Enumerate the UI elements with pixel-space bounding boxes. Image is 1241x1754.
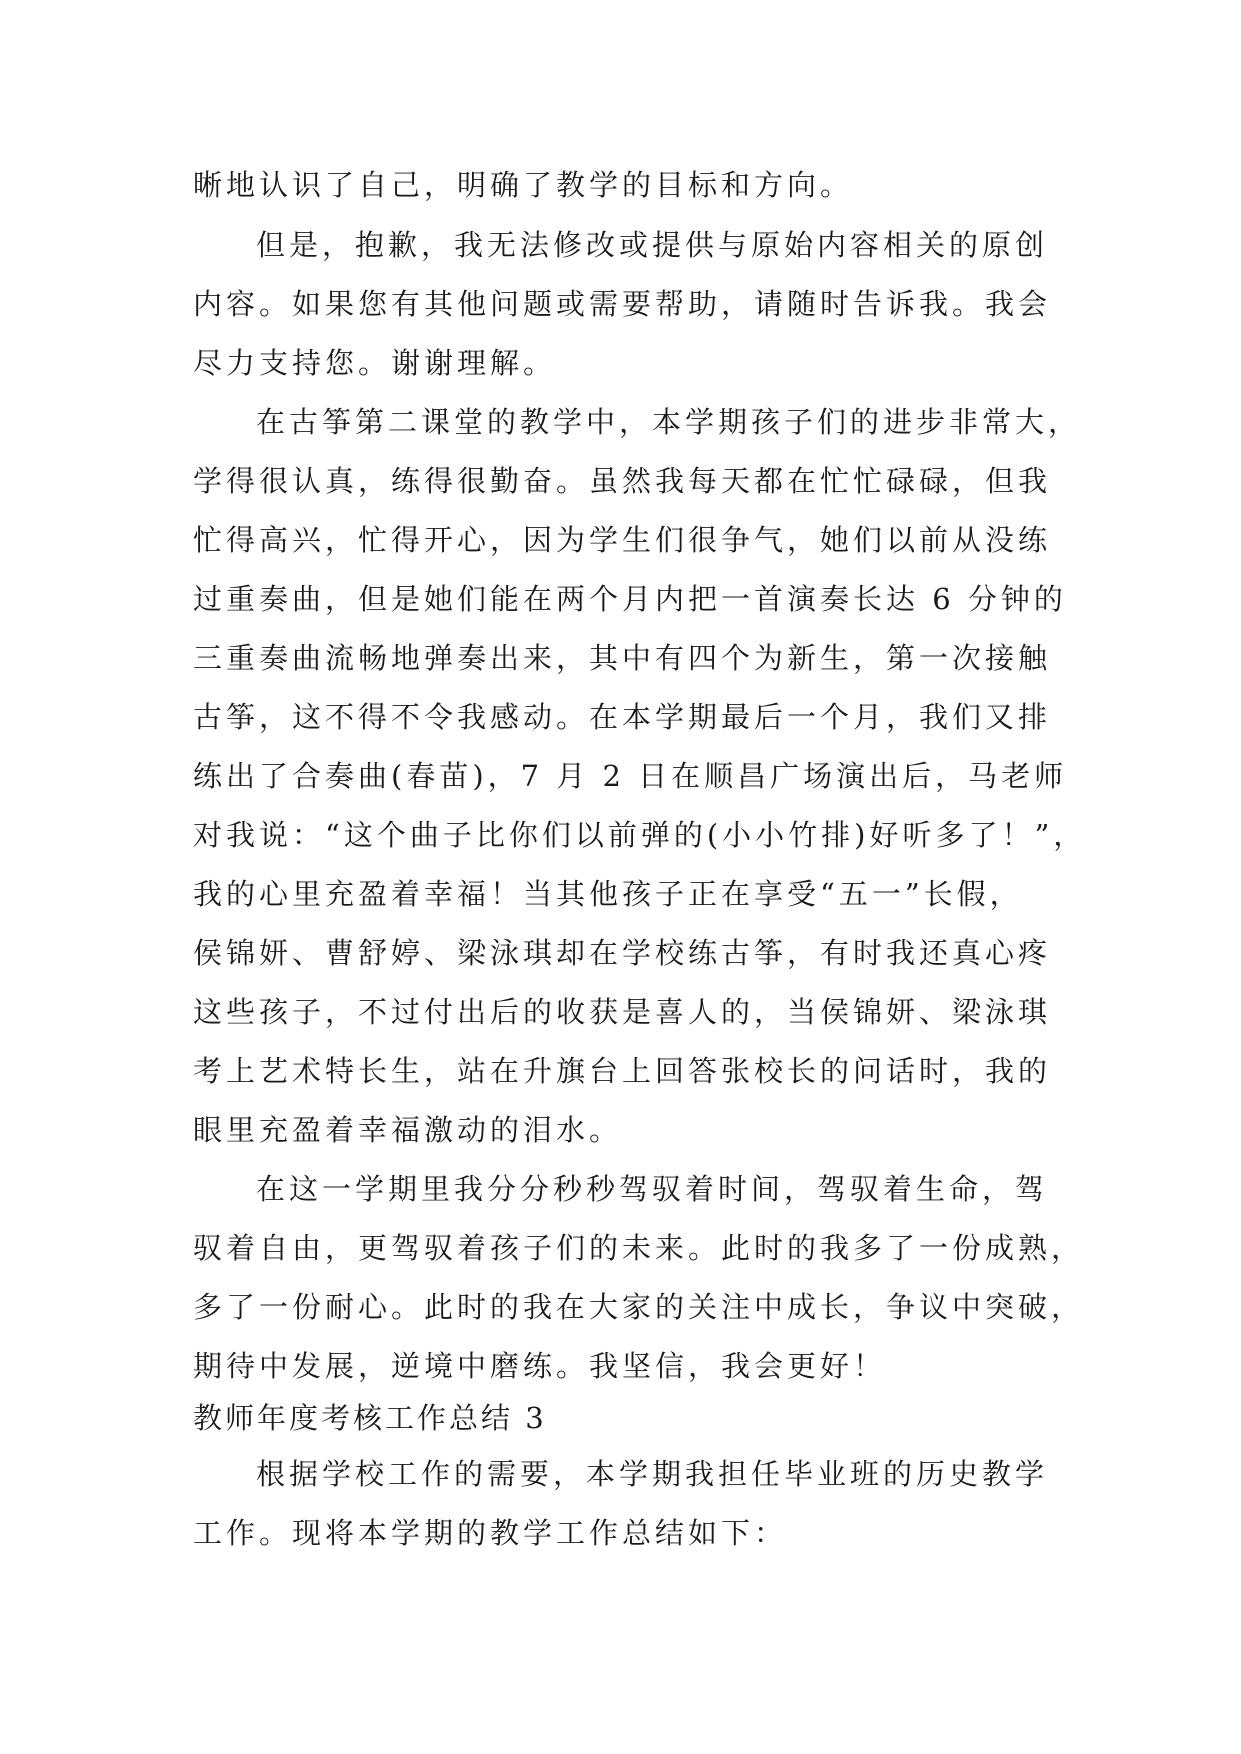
- paragraph-line: 侯锦妍、曹舒婷、梁泳琪却在学校练古筝，有时我还真心疼: [193, 936, 1052, 970]
- paragraph-line: 对我说：“这个曲子比你们以前弹的(小小竹排)好听多了！”，: [193, 818, 1087, 852]
- paragraph-line: 工作。现将本学期的教学工作总结如下：: [193, 1516, 788, 1550]
- paragraph-line: 在古筝第二课堂的教学中，本学期孩子们的进步非常大，: [256, 405, 1082, 439]
- paragraph-line: 我的心里充盈着幸福！当其他孩子正在享受“五一”长假，: [193, 877, 1023, 911]
- paragraph-line: 考上艺术特长生，站在升旗台上回答张校长的问话时，我的: [193, 1054, 1052, 1088]
- paragraph-line: 忙得高兴，忙得开心，因为学生们很争气，她们以前从没练: [193, 523, 1052, 557]
- paragraph-line: 期待中发展，逆境中磨练。我坚信，我会更好！: [193, 1349, 887, 1383]
- paragraph-line: 尽力支持您。谢谢理解。: [193, 346, 557, 380]
- paragraph-line: 这些孩子，不过付出后的收获是喜人的，当侯锦妍、梁泳琪: [193, 995, 1052, 1029]
- paragraph-line: 练出了合奏曲(春苗)，7 月 2 日在顺昌广场演出后，马老师: [193, 759, 1068, 793]
- paragraph-line: 学得很认真，练得很勤奋。虽然我每天都在忙忙碌碌，但我: [193, 464, 1052, 498]
- paragraph-line: 过重奏曲，但是她们能在两个月内把一首演奏长达 6 分钟的: [193, 582, 1067, 616]
- paragraph-line: 根据学校工作的需要，本学期我担任毕业班的历史教学: [256, 1457, 1049, 1491]
- paragraph-line: 但是，抱歉，我无法修改或提供与原始内容相关的原创: [256, 228, 1049, 262]
- paragraph-line: 晰地认识了自己，明确了教学的目标和方向。: [193, 168, 854, 202]
- paragraph-line: 内容。如果您有其他问题或需要帮助，请随时告诉我。我会: [193, 287, 1052, 321]
- paragraph-line: 眼里充盈着幸福激动的泪水。: [193, 1113, 623, 1147]
- paragraph-line: 三重奏曲流畅地弹奏出来，其中有四个为新生，第一次接触: [193, 641, 1052, 675]
- section-heading: 教师年度考核工作总结 3: [193, 1401, 547, 1435]
- paragraph-line: 古筝，这不得不令我感动。在本学期最后一个月，我们又排: [193, 700, 1052, 734]
- paragraph-line: 在这一学期里我分分秒秒驾驭着时间，驾驭着生命，驾: [256, 1172, 1049, 1206]
- paragraph-line: 驭着自由，更驾驭着孩子们的未来。此时的我多了一份成熟，: [193, 1231, 1085, 1265]
- paragraph-line: 多了一份耐心。此时的我在大家的关注中成长，争议中突破，: [193, 1290, 1085, 1324]
